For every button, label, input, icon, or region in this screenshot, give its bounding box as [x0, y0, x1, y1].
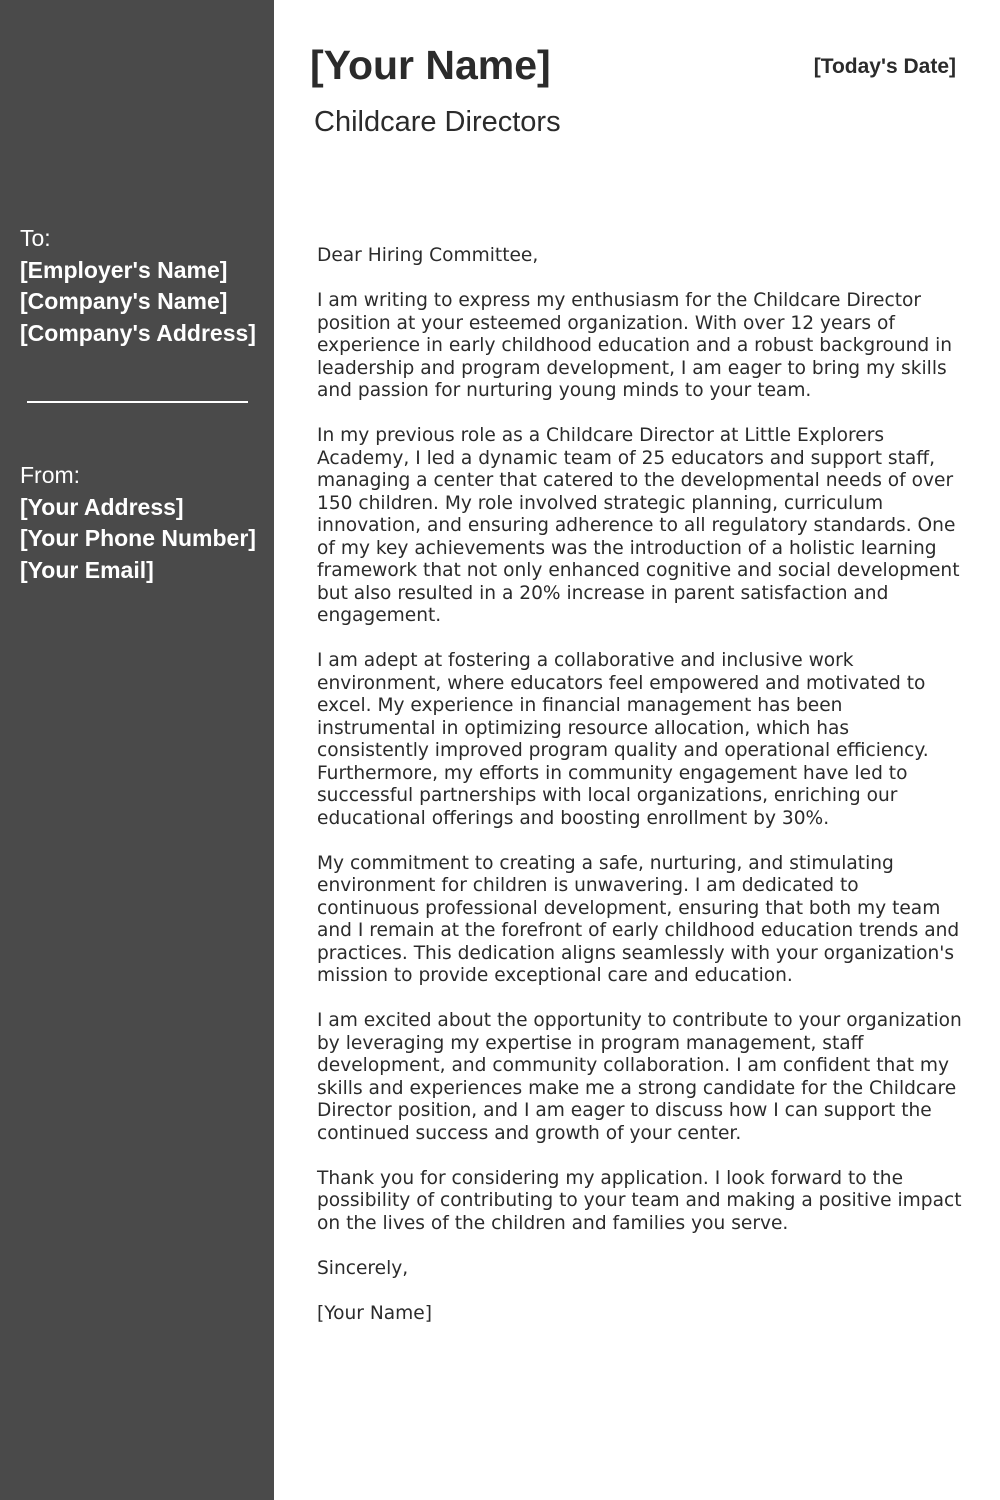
paragraph-3: I am adept at fostering a collaborative and inclusive work environment, where educators feel empowered and motivated to excel. My experience in financial management has been instrumental in optimizing resource allocation, which has consistently improved program quality and operational efficiency. Furthermore, my efforts in community engagement have led to successful partnerships with local organizations, enriching our educational offerings and boosting enrollment by 30%.: [317, 650, 929, 829]
from-label: From:: [20, 462, 81, 488]
paragraph-1: I am writing to express my enthusiasm for the Childcare Director position at your esteemed organization. With over 12 years of experience in early childhood education and a robust background in leadership and program development, I am eager to bring my skills and passion for nurturing young minds to your team.: [317, 290, 953, 401]
closing: Sincerely,: [317, 1257, 409, 1279]
letter-date: [Today's Date]: [813, 55, 956, 78]
letter-body: [317, 245, 965, 1348]
company-name: [Company's Name]: [20, 288, 228, 314]
paragraph-2: In my previous role as a Childcare Director at Little Explorers Academy, I led a dynamic team of 25 educators and support staff, managing a center that catered to the developmental needs of over 150 children. My role involved strategic planning, curriculum innovation, and ensuring adherence to all regulatory standards. One of my key achievements was the introduction of a holistic learning framework that not only enhanced cognitive and social development but also resulted in a 20% increase in parent satisfaction and engagement.: [317, 425, 960, 626]
paragraph-6: Thank you for considering my application. I look forward to the possibility of contributing to your team and making a positive impact on the lives of the children and families you serve.: [317, 1167, 962, 1234]
recipient-block: [20, 223, 270, 349]
sidebar-divider: [27, 401, 248, 403]
greeting: Dear Hiring Committee,: [317, 245, 539, 266]
job-title: Childcare Directors: [314, 106, 561, 138]
paragraph-5: I am excited about the opportunity to contribute to your organization by leveraging my expertise in program management, staff development, and community collaboration. I am confident that my skills and experiences make me a strong candidate for the Childcare Director position, and I am eager to discuss how I can support the continued success and growth of your center.: [317, 1010, 962, 1144]
sender-block: [20, 460, 270, 586]
paragraph-4: My commitment to creating a safe, nurturing, and stimulating environment for children is unwavering. I am dedicated to continuous professional development, ensuring that both my team and I remain at the forefront of early childhood education trends and practices. This dedication aligns seamlessly with your organization's mission to provide exceptional care and education.: [317, 852, 960, 986]
sender-address: [Your Address]: [20, 493, 184, 520]
applicant-name: [Your Name]: [310, 42, 551, 88]
employer-name: [Employer's Name]: [20, 256, 228, 283]
to-label: To:: [20, 225, 51, 251]
signature: [Your Name]: [317, 1302, 432, 1324]
sender-email: [Your Email]: [20, 556, 154, 583]
sender-phone: [Your Phone Number]: [20, 525, 256, 551]
sidebar: [0, 0, 274, 1500]
letter-page: [274, 0, 1000, 1500]
company-address: [Company's Address]: [20, 319, 256, 346]
